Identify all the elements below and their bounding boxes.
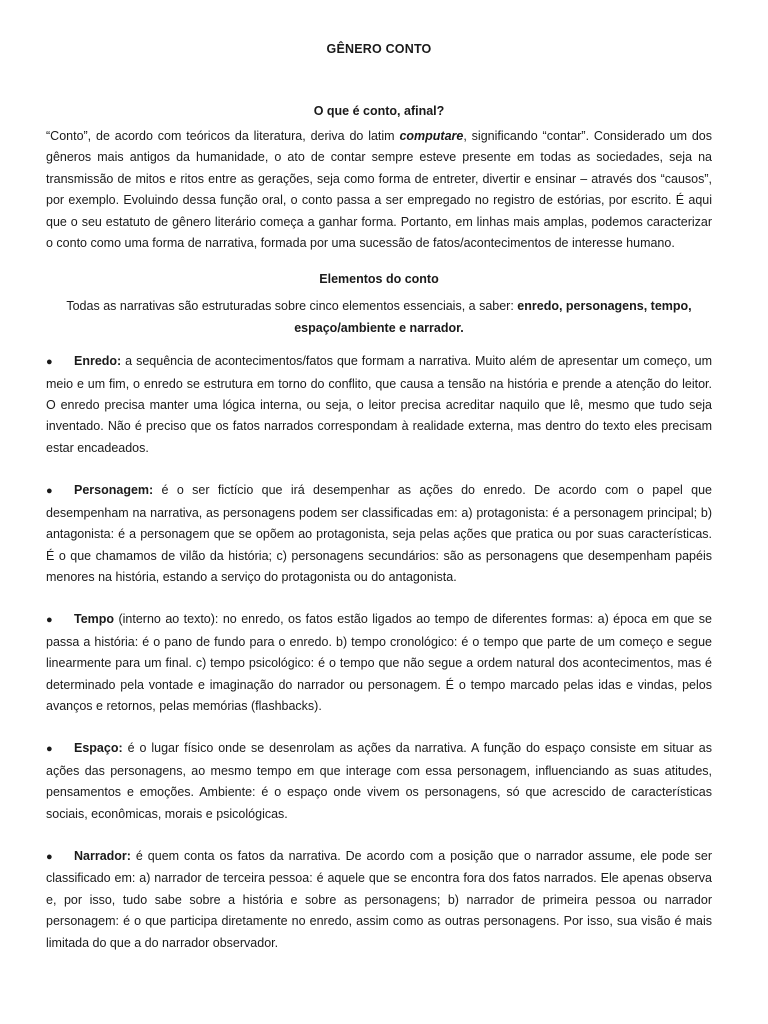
item-text: (interno ao texto): no enredo, os fatos estão ligados ao tempo de diferentes formas: a) época em que se passa a história: é o pano de fundo para o enredo. b) tempo cronológico: é o tempo que parte de um começo e segue linearmente para um final. c) tempo psicológico: é o tempo que não segue a ordem natural dos acontecimentos, mas é determinado pela vontade e imaginação do narrador ou personagem. É o tempo marcado pelas idas e vindas, pelos avanços e retornos, pelas memórias (flashbacks).: [46, 612, 712, 713]
bullet-icon: ●: [46, 356, 53, 369]
elements-intro-text: Todas as narrativas são estruturadas sobre cinco elementos essenciais, a saber:: [66, 299, 518, 314]
intro-keyword: computare: [399, 129, 464, 143]
elements-intro: [46, 296, 712, 339]
elements-intro-list: enredo, personagens, tempo, espaço/ambiente e narrador.: [294, 299, 692, 335]
item-term: Narrador:: [74, 848, 131, 863]
list-item-personagem: [46, 480, 712, 588]
item-text: é o ser fictício que irá desempenhar as ações do enredo. De acordo com o papel que desempenham na narrativa, as personagens podem ser classificadas em: a) protagonista: é a personagem principal; b) antagonista: é a personagem que se opõem ao protagonista, seja pelas ações que pratica ou por suas características. É o que chamamos de vilão da história; c) personagens secundários: são as personagens que desempenham papéis menores na história, estando a serviço do protagonista ou do antagonista.: [46, 483, 712, 584]
intro-text-end: , significando “contar”. Considerado um dos gêneros mais antigos da humanidade, o ato de contar sempre esteve presente em todas as sociedades, seja na transmissão de mitos e ritos entre as gerações, seja como forma de entreter, divertir e ensinar – através dos “causos”, por exemplo. Evoluindo dessa função oral, o conto passa a ser empregado no registro de estórias, por escrito. É aqui que o seu estatuto de gênero literário começa a ganhar forma. Portanto, em linhas mais amplas, podemos caracterizar o conto como uma forma de narrativa, formada por uma sucessão de fatos/acontecimentos de interesse humano.: [46, 129, 712, 251]
bullet-icon: ●: [46, 485, 53, 498]
item-text: é quem conta os fatos da narrativa. De acordo com a posição que o narrador assume, ele pode ser classificado em: a) narrador de terceira pessoa: é aquele que se encontra fora dos fatos narrados. Ele apenas observa e, por isso, tudo sabe sobre a história e sobre as personagens; b) narrador de primeira pessoa ou narrador personagem: é o que participa diretamente no enredo, assim como as outras personagens. Por isso, sua visão é mais limitada do que a do narrador observador.: [46, 848, 712, 950]
bullet-icon: ●: [46, 743, 53, 756]
item-term: Enredo:: [74, 354, 122, 369]
list-item-narrador: [46, 846, 712, 954]
intro-paragraph: [46, 126, 712, 254]
item-term: Espaço:: [74, 741, 123, 756]
intro-text-start: “Conto”, de acordo com teóricos da literatura, deriva do latim: [46, 129, 400, 143]
item-term: Personagem:: [74, 483, 154, 498]
bullet-icon: ●: [46, 614, 53, 627]
bullet-icon: ●: [46, 850, 53, 863]
list-item-espaco: [46, 738, 712, 825]
item-text: é o lugar físico onde se desenrolam as ações da narrativa. A função do espaço consiste em situar as ações das personagens, ao mesmo tempo em que interage com essa personagem, influenciando as suas atitudes, pensamentos e emoções. Ambiente: é o espaço onde vivem os personagens, só que acrescido de características sociais, econômicas, morais e psicológicas.: [46, 741, 712, 821]
list-item-enredo: [46, 351, 712, 459]
item-term: Tempo: [74, 612, 115, 627]
section-heading-elements: Elementos do conto: [319, 272, 439, 287]
list-item-tempo: [46, 609, 712, 717]
section-heading-what-is-conto: O que é conto, afinal?: [313, 104, 445, 118]
item-text: a sequência de acontecimentos/fatos que formam a narrativa. Muito além de apresentar um começo, um meio e um fim, o enredo se estrutura em torno do conflito, que causa a tensão na história e prende a atenção do leitor. O enredo precisa manter uma lógica interna, ou seja, o leitor precisa acreditar naquilo que lê, mesmo que tudo seja inventado. Não é preciso que os fatos narrados correspondam à realidade externa, mas dentro do texto eles precisam estar encadeados.: [46, 354, 712, 455]
document-title: GÊNERO CONTO: [326, 42, 432, 56]
